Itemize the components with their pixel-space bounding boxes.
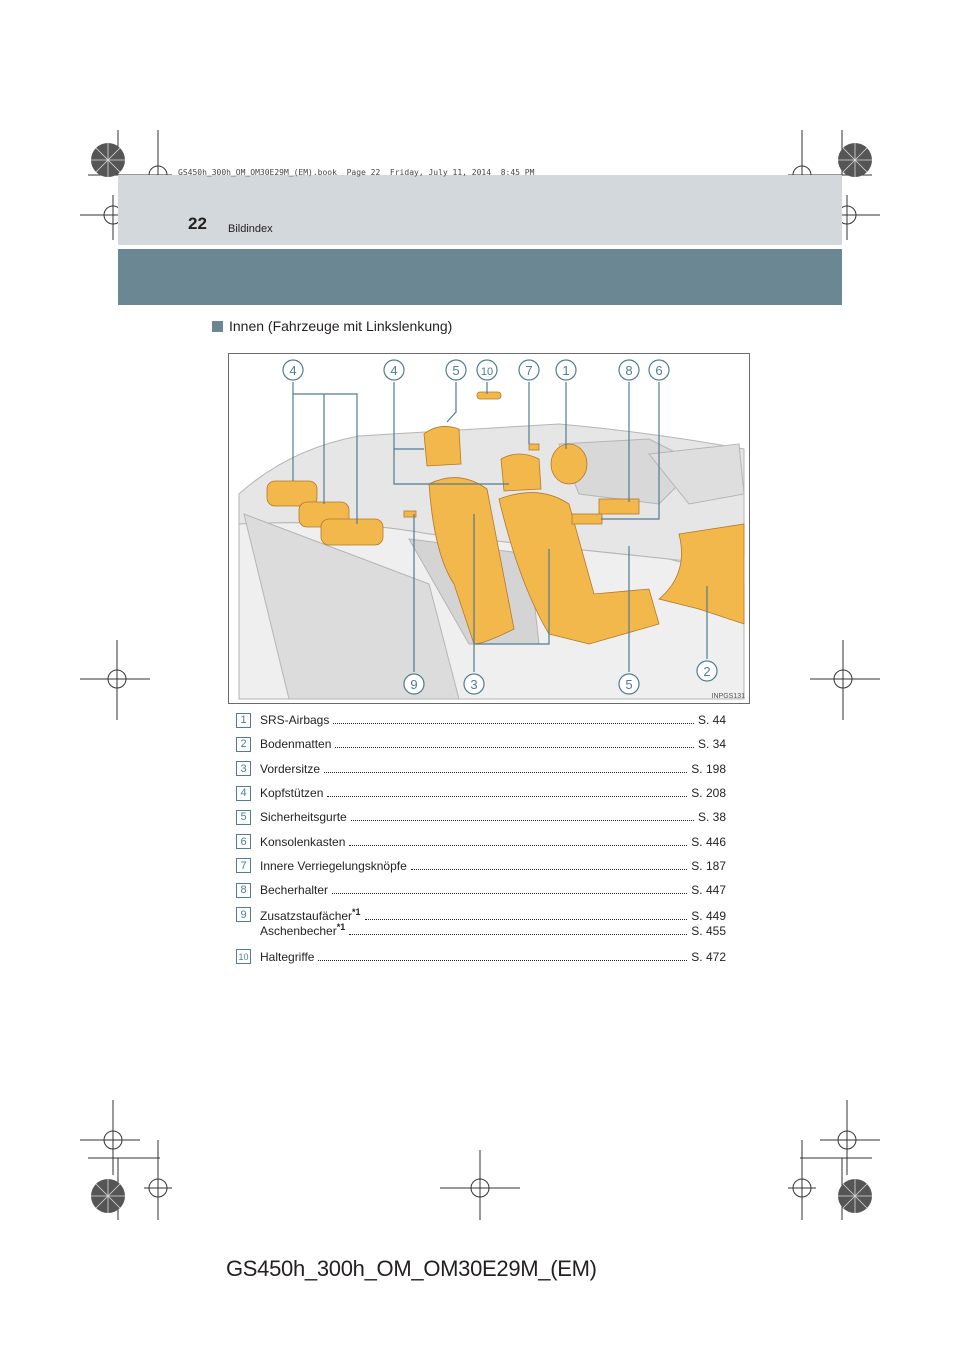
page-number: 22 <box>188 214 207 233</box>
figure-id: INPGS131 <box>711 693 745 700</box>
legend-page-ref[interactable]: S. 38 <box>697 810 726 825</box>
legend-number: 10 <box>236 949 251 964</box>
callout-label: 9 <box>410 677 418 692</box>
legend-page-ref[interactable]: S. 208 <box>691 786 726 801</box>
legend-page-ref[interactable]: S. 44 <box>697 713 726 728</box>
section-heading <box>212 318 452 334</box>
legend-item <box>236 878 726 902</box>
legend-number: 5 <box>236 810 251 825</box>
callout-label: 4 <box>289 363 297 378</box>
callout-label: 2 <box>703 664 711 679</box>
legend-item <box>236 708 726 732</box>
legend-label: SRS-Airbags <box>260 713 330 728</box>
print-metadata: GS450h_300h_OM_OM30E29M_(EM).book Page 22 Friday, July 11, 2014 8:45 PM <box>178 168 535 177</box>
legend-number: 6 <box>236 834 251 849</box>
legend-item <box>236 854 726 878</box>
callout-label: 7 <box>525 363 533 378</box>
footnote-marker: *1 <box>336 921 346 932</box>
callout-label: 10 <box>480 366 494 378</box>
legend-page-ref[interactable]: S. 198 <box>691 761 726 776</box>
legend-number: 8 <box>236 883 251 898</box>
legend-page-ref[interactable]: S. 446 <box>691 834 726 849</box>
callout-label: 8 <box>625 363 633 378</box>
running-head: Bildindex <box>228 223 273 235</box>
callout-label: 4 <box>390 363 398 378</box>
legend-item <box>236 829 726 853</box>
legend-number: 2 <box>236 737 251 752</box>
legend-label: Konsolenkasten <box>260 834 346 849</box>
legend-item <box>236 732 726 756</box>
interior-illustration <box>228 353 750 704</box>
callout-label: 5 <box>625 677 633 692</box>
callout-label: 3 <box>470 677 478 692</box>
document-code: GS450h_300h_OM_OM30E29M_(EM) <box>226 1256 597 1281</box>
square-bullet-icon <box>212 321 223 332</box>
legend-label: Aschenbecher$^{*1}$ <box>260 921 346 938</box>
legend-label: Zusatzstaufächer$^{*1}$ <box>260 906 361 923</box>
legend-list <box>236 708 726 969</box>
legend-item <box>236 757 726 781</box>
legend-page-ref[interactable]: S. 187 <box>691 858 726 873</box>
callout-label: 5 <box>452 363 460 378</box>
legend-label: Kopfstützen <box>260 786 324 801</box>
legend-label: Becherhalter <box>260 883 329 898</box>
legend-number: 4 <box>236 786 251 801</box>
legend-page-ref[interactable]: S. 472 <box>691 949 726 964</box>
legend-label: Sicherheitsgurte <box>260 810 347 825</box>
callout-label: 1 <box>562 363 570 378</box>
header-band-accent <box>118 249 842 305</box>
legend-label: Haltegriffe <box>260 949 315 964</box>
car-interior-drawing <box>229 354 749 703</box>
legend-label: Vordersitze <box>260 761 321 776</box>
section-heading-text: Innen (Fahrzeuge mit Linkslenkung) <box>229 318 453 334</box>
legend-number: 1 <box>236 713 251 728</box>
footnote-marker: *1 <box>352 906 361 917</box>
legend-item <box>236 945 726 969</box>
legend-number: 7 <box>236 858 251 873</box>
legend-subitem <box>236 921 726 939</box>
header-band <box>118 175 842 245</box>
top-callouts <box>283 360 669 380</box>
legend-label: Bodenmatten <box>260 737 332 752</box>
legend-item <box>236 805 726 829</box>
legend-page-ref[interactable]: S. 449 <box>691 908 726 923</box>
legend-item <box>236 781 726 805</box>
legend-page-ref[interactable]: S. 447 <box>691 883 726 898</box>
legend-label: Innere Verriegelungsknöpfe <box>260 858 407 873</box>
callout-label: 6 <box>655 363 663 378</box>
legend-page-ref[interactable]: S. 34 <box>697 737 726 752</box>
legend-page-ref[interactable]: S. 455 <box>691 923 726 938</box>
legend-number: 3 <box>236 761 251 776</box>
legend-number: 9 <box>236 907 251 922</box>
